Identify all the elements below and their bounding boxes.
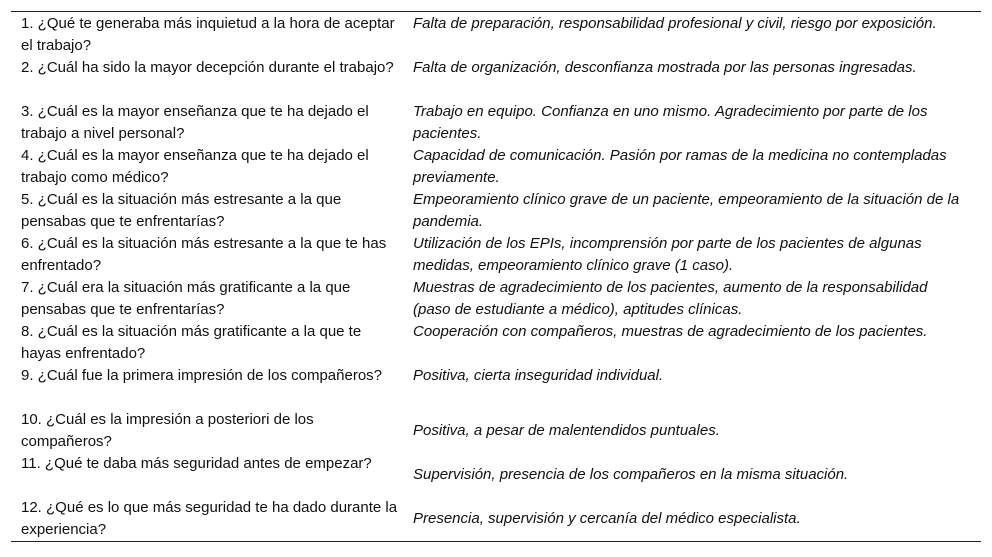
table-row [11, 12, 981, 58]
answer-cell [413, 101, 981, 145]
table-row [11, 453, 981, 497]
table-row [11, 409, 981, 453]
answer-cell [413, 189, 981, 233]
question-cell: 11. ¿Qué te daba más seguridad antes de empezar? [21, 455, 372, 472]
answer-cell [413, 453, 981, 497]
answer-text: Falta de organización, desconfianza mostrada por las personas ingresadas. [413, 59, 917, 76]
answer-cell [413, 145, 981, 189]
question-cell: 5. ¿Cuál es la situación más estresante a la que pensabas que te enfrentarías? [21, 191, 342, 230]
answer-text: Supervisión, presencia de los compañeros en la misma situación. [413, 466, 849, 483]
answer-text: Capacidad de comunicación. Pasión por ramas de la medicina no contempladas previamente. [413, 147, 947, 186]
answer-cell [413, 233, 981, 277]
answer-cell [413, 321, 981, 365]
answer-text: Positiva, a pesar de malentendidos puntuales. [413, 422, 720, 439]
answer-cell [413, 497, 981, 542]
question-cell: 1. ¿Qué te generaba más inquietud a la hora de aceptar el trabajo? [21, 15, 395, 54]
table-row [11, 321, 981, 365]
answer-cell [413, 277, 981, 321]
question-cell: 10. ¿Cuál es la impresión a posteriori de los compañeros? [21, 411, 314, 450]
table-row [11, 277, 981, 321]
qa-table [11, 11, 981, 542]
answer-cell [413, 365, 981, 409]
question-cell: 9. ¿Cuál fue la primera impresión de los compañeros? [21, 367, 383, 384]
table-row [11, 101, 981, 145]
table-row [11, 145, 981, 189]
answer-cell [413, 12, 981, 58]
answer-text: Trabajo en equipo. Confianza en uno mismo. Agradecimiento por parte de los pacientes. [413, 103, 928, 142]
answer-text: Cooperación con compañeros, muestras de agradecimiento de los pacientes. [413, 323, 928, 340]
table-row [11, 365, 981, 409]
question-cell: 4. ¿Cuál es la mayor enseñanza que te ha dejado el trabajo como médico? [21, 147, 369, 186]
question-cell: 3. ¿Cuál es la mayor enseñanza que te ha dejado el trabajo a nivel personal? [21, 103, 369, 142]
answer-text: Falta de preparación, responsabilidad profesional y civil, riesgo por exposición. [413, 15, 937, 32]
table-row [11, 497, 981, 542]
table-row [11, 57, 981, 101]
question-cell: 2. ¿Cuál ha sido la mayor decepción durante el trabajo? [21, 59, 394, 76]
answer-cell [413, 409, 981, 453]
answer-text: Presencia, supervisión y cercanía del médico especialista. [413, 510, 801, 527]
question-cell: 12. ¿Qué es lo que más seguridad te ha dado durante la experiencia? [21, 499, 398, 538]
answer-text: Empeoramiento clínico grave de un paciente, empeoramiento de la situación de la pandemia. [413, 191, 960, 230]
answer-text: Muestras de agradecimiento de los pacientes, aumento de la responsabilidad (paso de estudiante a médico), aptitudes clínicas. [413, 279, 928, 318]
table-row [11, 189, 981, 233]
qa-table-container [11, 11, 981, 542]
answer-text: Utilización de los EPIs, incomprensión por parte de los pacientes de algunas medidas, empeoramiento clínico grave (1 caso). [413, 235, 922, 274]
answer-text: Positiva, cierta inseguridad individual. [413, 367, 664, 384]
table-row [11, 233, 981, 277]
question-cell: 7. ¿Cuál era la situación más gratificante a la que pensabas que te enfrentarías? [21, 279, 351, 318]
answer-cell [413, 57, 981, 101]
question-cell: 6. ¿Cuál es la situación más estresante a la que te has enfrentado? [21, 235, 387, 274]
question-cell: 8. ¿Cuál es la situación más gratificante a la que te hayas enfrentado? [21, 323, 362, 362]
